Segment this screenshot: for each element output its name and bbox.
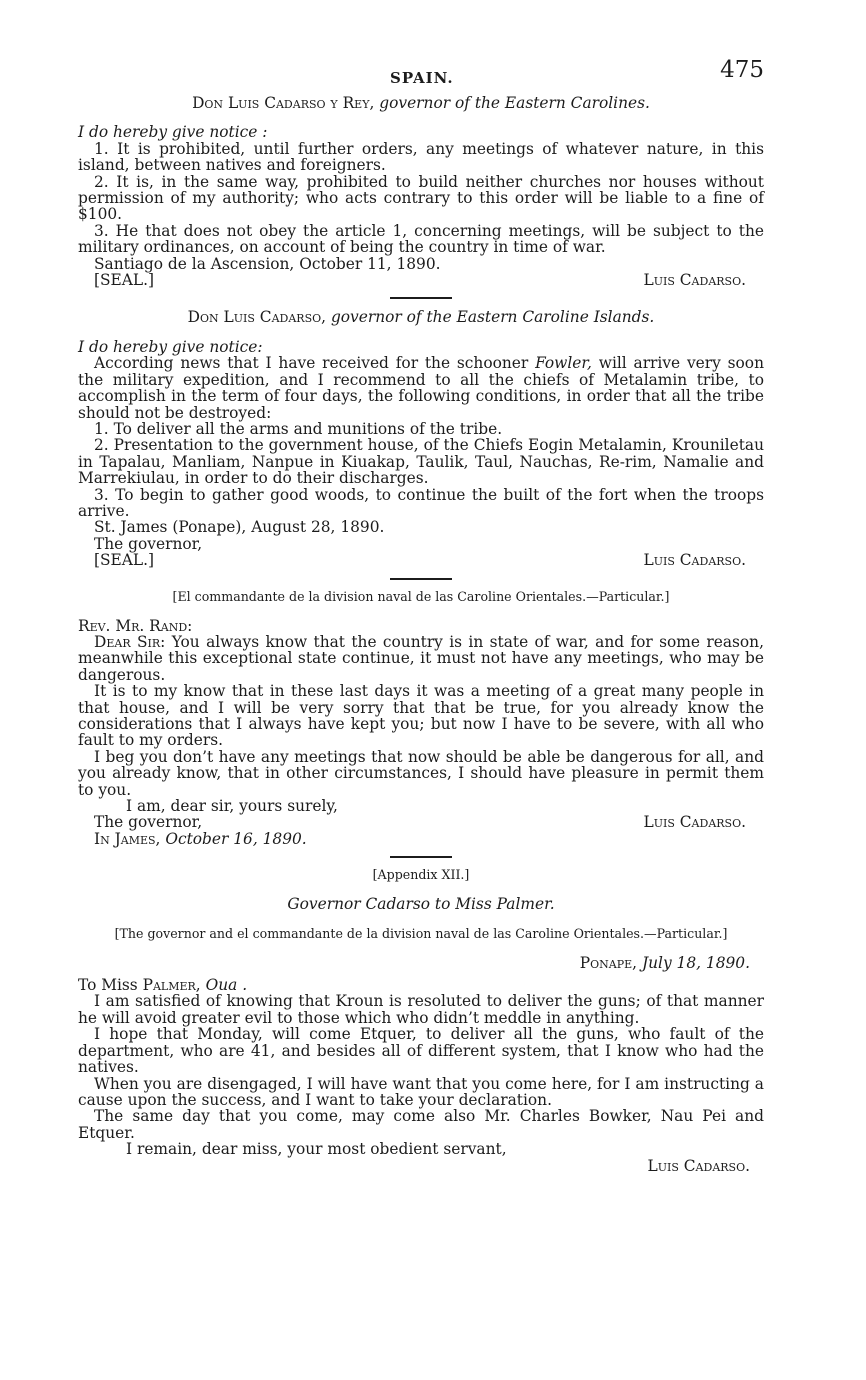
notice-1-item: 2. It is, in the same way, prohibited to build neither churches nor houses without permission of my authority; who acts contrary to this order will be liable to a fine of $100. xyxy=(78,172,764,224)
notice-2-title-name: Don Luis Cadarso, xyxy=(187,308,327,327)
notice-2 xyxy=(78,309,764,568)
notice-1-item: 1. It is prohibited, until further orders, any meetings of whatever nature, in this island, between natives and foreigners. xyxy=(78,139,764,175)
letter-rand-para-1: You always know that the country is in state of war, and for some reason, meanwhile this exceptional state continue, it must not have any meetings, who may be dangerous. xyxy=(78,632,764,684)
notice-1 xyxy=(78,95,764,288)
notice-2-item: 3. To begin to gather good woods, to continue the built of the fort when the troops arrive. xyxy=(78,485,764,520)
letter-rand-place: In James, xyxy=(94,829,161,848)
notice-2-seal: [SEAL.] xyxy=(94,551,155,570)
appendix-paragraph: The same day that you come, may come also Mr. Charles Bowker, Nau Pei and Etquer. xyxy=(78,1107,764,1142)
notice-1-seal: [SEAL.] xyxy=(94,271,155,290)
vessel-name: Fowler, xyxy=(535,354,592,373)
letter-rand-signature-line xyxy=(78,814,764,830)
notice-1-intro: I do hereby give notice : xyxy=(78,123,268,142)
notice-2-closing: The governor, xyxy=(94,534,203,553)
section-divider xyxy=(390,856,452,858)
letter-rand-salutation: Dear Sir: xyxy=(94,632,166,651)
running-head: SPAIN. xyxy=(390,69,454,87)
notice-1-signature-line xyxy=(78,272,764,288)
notice-1-place-date: Santiago de la Ascension, October 11, 1890. xyxy=(94,254,441,273)
appendix-date: July 18, 1890. xyxy=(641,953,750,972)
appendix-addressee-prefix: To Miss xyxy=(78,976,138,995)
appendix-signature: Luis Cadarso. xyxy=(647,1156,750,1175)
appendix-paragraph: When you are disengaged, I will have want that you come here, for I am instructing a cause upon the success, and I want to take your declaration. xyxy=(78,1074,764,1109)
appendix-place: Ponape, xyxy=(579,953,638,972)
page-number: 475 xyxy=(720,57,764,83)
notice-2-item: 1. To deliver all the arms and munitions of the tribe. xyxy=(94,419,503,438)
appendix-complimentary: I remain, dear miss, your most obedient servant, xyxy=(126,1140,507,1159)
section-divider xyxy=(390,578,452,580)
notice-2-title-role: governor of the Eastern Caroline Islands. xyxy=(330,308,655,327)
notice-2-paragraph xyxy=(78,355,764,421)
appendix-addressee-name: Palmer, xyxy=(142,976,201,995)
appendix-label: [Appendix XII.] xyxy=(372,867,470,883)
letter-rand-place-date xyxy=(78,831,764,847)
notice-2-signature-line xyxy=(78,552,764,568)
appendix-heading: [The governor and el commandante de la division naval de las Caroline Orientales.—Particular.] xyxy=(114,925,728,941)
letter-rand-paragraph xyxy=(78,634,764,683)
appendix-title: Governor Cadarso to Miss Palmer. xyxy=(287,895,555,914)
appendix-addressee-place: Oua . xyxy=(205,976,248,995)
letter-rand xyxy=(78,590,764,848)
letter-rand-closing: The governor, xyxy=(94,813,203,832)
notice-1-item: 3. He that does not obey the article 1, concerning meetings, will be subject to the military ordinances, on account of being the country in time of war. xyxy=(78,221,764,257)
appendix-paragraph: I am satisfied of knowing that Kroun is resoluted to deliver the guns; of that manner he will avoid greater evil to those which who didn’t meddle in anything. xyxy=(78,992,764,1027)
notice-2-intro: I do hereby give notice: xyxy=(78,337,263,356)
appendix-paragraph: I hope that Monday, will come Etquer, to deliver all the guns, who fault of the department, who are 41, and besides all of different system, that I know who had the natives. xyxy=(78,1025,764,1077)
notice-1-title-name: Don Luis Cadarso y Rey, xyxy=(192,94,375,112)
appendix-place-date xyxy=(78,955,764,971)
section-divider xyxy=(390,297,452,299)
letter-rand-date: October 16, 1890. xyxy=(165,829,307,848)
letter-rand-paragraph: I beg you don’t have any meetings that now should be able be dangerous for all, and you already know, that in other circumstances, I should have pleasure in permit them to you. xyxy=(78,747,764,799)
notice-1-title-role: governor of the Eastern Carolines. xyxy=(379,94,650,112)
notice-1-title xyxy=(78,95,764,111)
notice-2-item: 2. Presentation to the government house, of the Chiefs Eogin Metalamin, Krouniletau in Tapalau, Manliam, Nanpue in Kiuakap, Taulik, Taul, Nauchas, Re-rim, Namalie and Marrekiulau, in order to do their discharges. xyxy=(78,436,764,488)
appendix-addressee xyxy=(78,977,764,993)
document-page xyxy=(78,57,764,1175)
letter-rand-paragraph: It is to my know that in these last days it was a meeting of a great many people in that house, and I will be very sorry that that be true, for you already know the considerations that I always have kept you; but now I have to be severe, with all who fault to my orders. xyxy=(78,682,764,750)
page-header xyxy=(78,57,764,92)
notice-2-para-before: According news that I have received for the schooner xyxy=(94,354,529,373)
letter-rand-heading: [El commandante de la division naval de las Caroline Orientales.—Particular.] xyxy=(172,588,670,604)
letter-rand-signature: Luis Cadarso. xyxy=(643,813,746,832)
letter-rand-complimentary: I am, dear sir, yours surely, xyxy=(126,797,338,816)
appendix-xii xyxy=(78,868,764,1174)
notice-2-signature: Luis Cadarso. xyxy=(643,551,746,570)
notice-2-place-date: St. James (Ponape), August 28, 1890. xyxy=(94,518,385,537)
notice-2-title xyxy=(78,309,764,325)
notice-1-signature: Luis Cadarso. xyxy=(643,271,746,290)
notice-2-para-after: will arrive very soon the military expedition, and I recommend to all the chiefs of Metalamin tribe, to accomplish in the term of four days, the following conditions, in order that all the tribe should not be destroyed: xyxy=(78,354,764,422)
letter-rand-addressee: Rev. Mr. Rand: xyxy=(78,616,193,635)
